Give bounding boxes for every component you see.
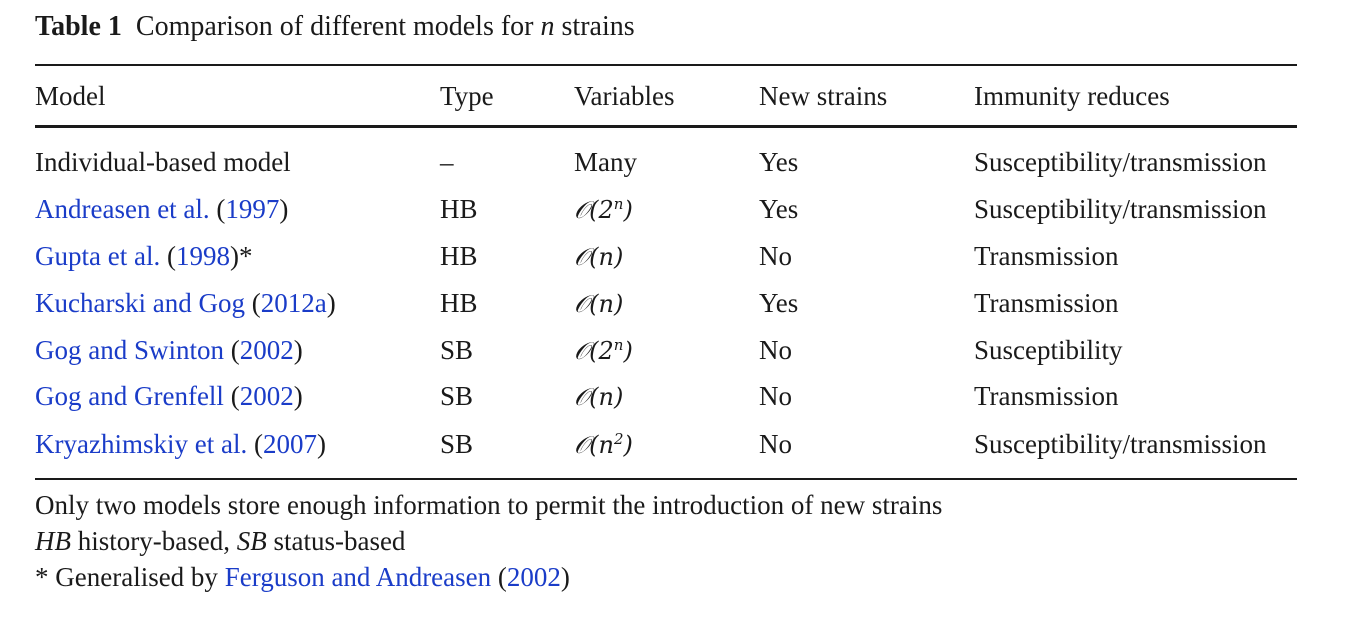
new-strains-cell: No: [759, 381, 792, 411]
big-o-close: ): [623, 196, 633, 224]
complexity-formula: [574, 196, 633, 224]
model-year-link[interactable]: 1997: [225, 194, 280, 224]
reference-open-paren: (: [223, 381, 240, 411]
complexity-base: n: [598, 431, 614, 459]
model-cell: [35, 428, 326, 460]
reference-open-paren: (: [160, 241, 176, 271]
model-year-link[interactable]: 2012a: [260, 288, 327, 318]
hb-abbreviation: HB: [35, 526, 71, 556]
model-year-link[interactable]: 1998: [175, 241, 230, 271]
big-o-open: 𝒪(: [574, 243, 599, 271]
complexity-base: 2: [598, 337, 614, 365]
model-cell: [35, 380, 303, 412]
model-cell: [35, 287, 336, 319]
big-o-close: ): [613, 243, 624, 271]
new-strains-cell: No: [759, 429, 792, 459]
model-cell: [35, 193, 288, 225]
big-o-open: 𝒪(: [574, 383, 599, 411]
big-o-open: 𝒪(: [574, 337, 599, 365]
model-reference-link[interactable]: Gupta et al.: [35, 241, 161, 271]
new-strains-cell: Yes: [759, 194, 799, 224]
big-o-open: 𝒪(: [574, 196, 599, 224]
sb-text: status-based: [266, 526, 406, 556]
immunity-cell: Susceptibility/transmission: [974, 429, 1267, 459]
new-strains-cell: No: [759, 241, 792, 271]
model-reference-link[interactable]: Kryazhimskiy et al.: [35, 429, 248, 459]
reference-open-paren: (: [224, 335, 240, 365]
ferguson-andreasen-year-link[interactable]: 2002: [506, 562, 561, 592]
header-model: Model: [35, 81, 106, 111]
model-name: Individual-based model: [35, 147, 291, 177]
model-reference-link[interactable]: Gog and Swinton: [35, 335, 224, 365]
table-label: Table 1: [35, 11, 122, 42]
type-cell: SB: [440, 381, 474, 411]
type-cell: HB: [440, 241, 478, 271]
header-type: Type: [440, 81, 494, 111]
note-ref-open: (: [491, 562, 507, 592]
immunity-cell: Susceptibility/transmission: [974, 194, 1267, 224]
type-cell: SB: [440, 429, 474, 459]
note-abbreviations: [35, 525, 405, 557]
model-year-link[interactable]: 2002: [239, 335, 294, 365]
immunity-cell: Transmission: [974, 288, 1119, 318]
variables-cell: [574, 428, 633, 461]
complexity-formula: [574, 337, 633, 365]
variables-cell: [574, 193, 633, 226]
sb-abbreviation: SB: [236, 526, 267, 556]
type-cell: HB: [440, 194, 478, 224]
complexity-exponent: n: [613, 195, 624, 213]
model-cell: [35, 240, 252, 272]
reference-close-paren: ): [279, 194, 289, 224]
bottom-rule: [35, 478, 1297, 480]
reference-close-paren: ): [326, 288, 336, 318]
variables-text: Many: [574, 147, 637, 177]
ferguson-andreasen-link[interactable]: Ferguson and Andreasen: [224, 562, 492, 592]
note-ref-close: ): [560, 562, 570, 592]
big-o-open: 𝒪(: [574, 290, 599, 318]
model-reference-link[interactable]: Andreasen et al.: [35, 194, 210, 224]
big-o-close: ): [623, 431, 633, 459]
variables-cell: [574, 380, 623, 413]
new-strains-cell: Yes: [759, 147, 799, 177]
immunity-cell: Susceptibility/transmission: [974, 147, 1267, 177]
footnote-mark: *: [238, 241, 253, 271]
model-year-link[interactable]: 2002: [239, 381, 294, 411]
variables-cell: [574, 146, 637, 178]
reference-open-paren: (: [247, 429, 263, 459]
variables-cell: [574, 334, 633, 367]
caption-variable: n: [540, 11, 555, 42]
top-rule: [35, 64, 1297, 66]
caption-text-post: strains: [554, 11, 635, 42]
reference-close-paren: ): [316, 429, 326, 459]
note-star-text: * Generalised by: [35, 562, 225, 592]
type-cell: –: [440, 147, 454, 177]
reference-close-paren: ): [293, 381, 303, 411]
type-cell: HB: [440, 288, 478, 318]
complexity-base: n: [598, 243, 614, 271]
note-line-1: Only two models store enough information to permit the introduction of new strains: [35, 490, 943, 520]
hb-text: history-based,: [71, 526, 237, 556]
big-o-close: ): [613, 290, 624, 318]
model-year-link[interactable]: 2007: [262, 429, 317, 459]
complexity-exponent: 2: [613, 430, 624, 448]
new-strains-cell: Yes: [759, 288, 799, 318]
new-strains-cell: No: [759, 335, 792, 365]
header-rule: [35, 125, 1297, 128]
reference-close-paren: ): [293, 335, 303, 365]
header-new-strains: New strains: [759, 81, 888, 111]
complexity-formula: [574, 383, 623, 411]
model-cell: [35, 334, 303, 366]
complexity-formula: [574, 290, 623, 318]
immunity-cell: Transmission: [974, 381, 1119, 411]
reference-open-paren: (: [244, 288, 261, 318]
reference-open-paren: (: [209, 194, 226, 224]
complexity-base: 2: [598, 196, 614, 224]
immunity-cell: Susceptibility: [974, 335, 1123, 365]
variables-cell: [574, 240, 623, 273]
big-o-close: ): [623, 337, 633, 365]
big-o-close: ): [613, 383, 624, 411]
header-variables: Variables: [574, 81, 675, 111]
complexity-exponent: n: [613, 336, 624, 354]
model-cell: [35, 146, 291, 178]
immunity-cell: Transmission: [974, 241, 1119, 271]
type-cell: SB: [440, 335, 474, 365]
model-reference-link[interactable]: Kucharski and Gog: [35, 288, 245, 318]
header-immunity-reduces: Immunity reduces: [974, 81, 1170, 111]
complexity-base: n: [598, 290, 614, 318]
variables-cell: [574, 287, 623, 320]
model-reference-link[interactable]: Gog and Grenfell: [35, 381, 224, 411]
complexity-formula: [574, 431, 633, 459]
caption-text-pre: Comparison of different models for: [135, 11, 541, 42]
note-generalised: [35, 561, 570, 593]
table-caption: [35, 10, 635, 44]
big-o-open: 𝒪(: [574, 431, 599, 459]
complexity-formula: [574, 243, 623, 271]
complexity-base: n: [598, 383, 614, 411]
reference-close-paren: ): [229, 241, 239, 271]
